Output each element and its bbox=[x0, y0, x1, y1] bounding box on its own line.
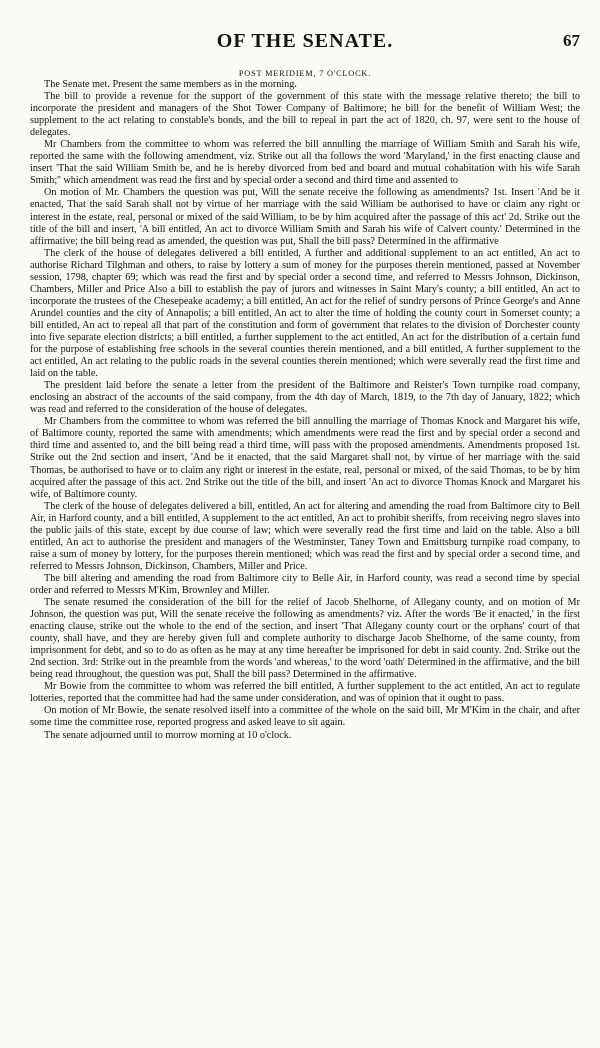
paragraph: The president laid before the senate a letter from the president of the Baltimore and Reister's Town turnpike road company, enclosing an abstract of the accounts of the said company, from the 4th day of March, 1819, to the 7th day of January, 1822; which was read and referred to the consideration of the house of delegates. bbox=[30, 380, 580, 416]
paragraph: Mr Chambers from the committee to whom was referred the bill annulling the marriage of William Smith and Sarah his wife, reported the same with the following amendment, viz. Strike out all tha follows the word 'Maryland,' in the first enacting clause and insert 'That the said William Smith be, and he is hereby divorced from bed and board and mutual cohabitation with his wife Sarah Smith;'' which amendment was read the first and by special order a second and third time and assented to bbox=[30, 139, 580, 187]
adjournment-line: The senate adjourned until to morrow morning at 10 o'clock. bbox=[44, 729, 292, 741]
page bbox=[30, 24, 580, 742]
page-number: 67 bbox=[563, 31, 580, 50]
paragraph: On motion of Mr. Chambers the question was put, Will the senate receive the following as amendments? 1st. Insert 'And be it enacted, That the said Sarah shall not by virtue of her marriage with the said William be authorised to have or claim any right or interest in the estate, real, personal or mixed of the said William, to be by him acquired after the passage of this act' 2d. Strike out the title of the bill and insert, 'A bill entitled, An act to divorce William Smith and Sarah his wife of Calvert county.' Determined in the affirmative; the bill being read as amended, the question was put, Shall the bill pass? Determined in the affirmative bbox=[30, 187, 580, 247]
paragraph: The clerk of the house of delegates delivered a bill, entitled, An act for altering and amending the road from Baltimore city to Bell Air, in Harford county, and a bill entitled, A supplement to the act entitled, An act to prohibit sheriffs, from receiving negro slaves into the public jails of this state, except by due course of law; which were severally read the first time and laid on the table. Also a bill entitled, An act to authorise the president and managers of the Westminster, Taney Town and Emittsburg turnpike road company, to raise a sum of money by lottery, for the purposes therein mentioned; which was read the first and by special order a second time, and referred to Messrs Johnson, Dickinson, Chambers, Miller and Price. bbox=[30, 500, 580, 572]
session-heading: POST MERIDIEM, 7 O'CLOCK. bbox=[238, 69, 372, 78]
page-header bbox=[30, 24, 580, 58]
paragraph: The senate resumed the consideration of the bill for the relief of Jacob Shelhorne, of Allegany county, and on motion of Mr Johnson, the question was put, Will the senate receive the following as amendments? viz. After the words 'Be it enacted,' in the first enacting clause, strike out the whole to the end of the section, and insert 'That Allegany county court or the orphans' court of that county, shall have, and they are hereby given full and complete authority to discharge Jacob Shelhorne, of the same county, from imprisonment for debt, and so to do as often as he may at any time hereafter be imprisoned for debt in said county. 2nd. Strike out the 2nd section. 3rd: Strike out in the preamble from the words 'and whereas,' to the word 'oath' Determined in the affirmative, and the bill being read throughout, the question was put, Shall the bill pass? Determined in the affirmative. bbox=[30, 597, 580, 681]
paragraph: The clerk of the house of delegates delivered a bill entitled, A further and additional supplement to an act entitled, An act to authorise Richard Tilghman and others, to raise by lottery a sum of money for the purposes therein mentioned, passed at November session, 1798, chapter 69; which was read the first and by special order a second time, and referred to Messrs Johnson, Dickinson, Chambers, Miller and Price Also a bill to establish the pay of jurors and witnesses in Saint Mary's county; a bill entitled, An act to incorporate the trustees of the Chesepeake academy; a bill entitled, An act for the relief of sundry persons of Prince George's and Anne Arundel counties and the city of Annapolis; a bill entitled, An act to alter the time of holding the county court in Somerset county; a bill entitled, An act to repeal all that part of the constitution and form of government that relates to the division of Dorchester county into five separate election districts; a bill entitled, a further supplement to the act entitled, An act for the distribution of a certain fund for the purpose of establishing free schools in the several counties therein mentioned, and a bill entitled, A further supplement to the act entitled, An act relating to the public roads in the several counties therein mentioned; which were severally read the first time and laid on the table. bbox=[30, 247, 580, 380]
paragraph: Mr Chambers from the committee to whom was referred the bill annulling the marriage of Thomas Knock and Margaret his wife, of Baltimore county, reported the same with amendments; which amendments were read the first and by special order a second and third time and assented to, and the bill being read a third time, will pass with the proposed amendments. Amendments proposed 1st. Strike out the 2nd section and insert, 'And be it enacted, that the said Margaret shall not, by virtue of her marriage with the said Thomas, be authorised to have or to claim any right or interest in the estate, real, personal or mixed, of the said Thomas, to be by him acquired after the passage of this act. 2nd Strike out the title of the bill, and insert 'An act to divorce Thomas Knock and Margaret his wife, of Baltimore county. bbox=[30, 416, 580, 500]
journal-body bbox=[30, 79, 580, 730]
paragraph: The bill to provide a revenue for the support of the government of this state with the message relative thereto; the bill to incorporate the president and managers of the Shot Tower Company of Baltimore; he bill for the benefit of William West; the supplement to the act relating to constable's bonds, and the bill to repeal in part the act of 1820, ch. 97, were sent to the house of delegates. bbox=[30, 91, 580, 139]
paragraph: The bill altering and amending the road from Baltimore city to Belle Air, in Harford county, was read a second time by special order and referred to Messrs M'Kim, Brownley and Miller. bbox=[30, 572, 580, 596]
paragraph: On motion of Mr Bowie, the senate resolved itself into a committee of the whole on the said bill, Mr M'Kim in the chair, and after some time the committee rose, reported progress and asked leave to sit again. bbox=[30, 705, 580, 729]
paragraph: The Senate met. Present the same members as in the morning. bbox=[44, 79, 297, 90]
paragraph: Mr Bowie from the committee to whom was referred the bill entitled, A further supplement to the act entitled, An act to regulate lotteries, reported that the committee had had the same under consideration, and was of opinion that it ought to pass. bbox=[30, 681, 580, 705]
running-title: OF THE SENATE. bbox=[216, 30, 394, 52]
